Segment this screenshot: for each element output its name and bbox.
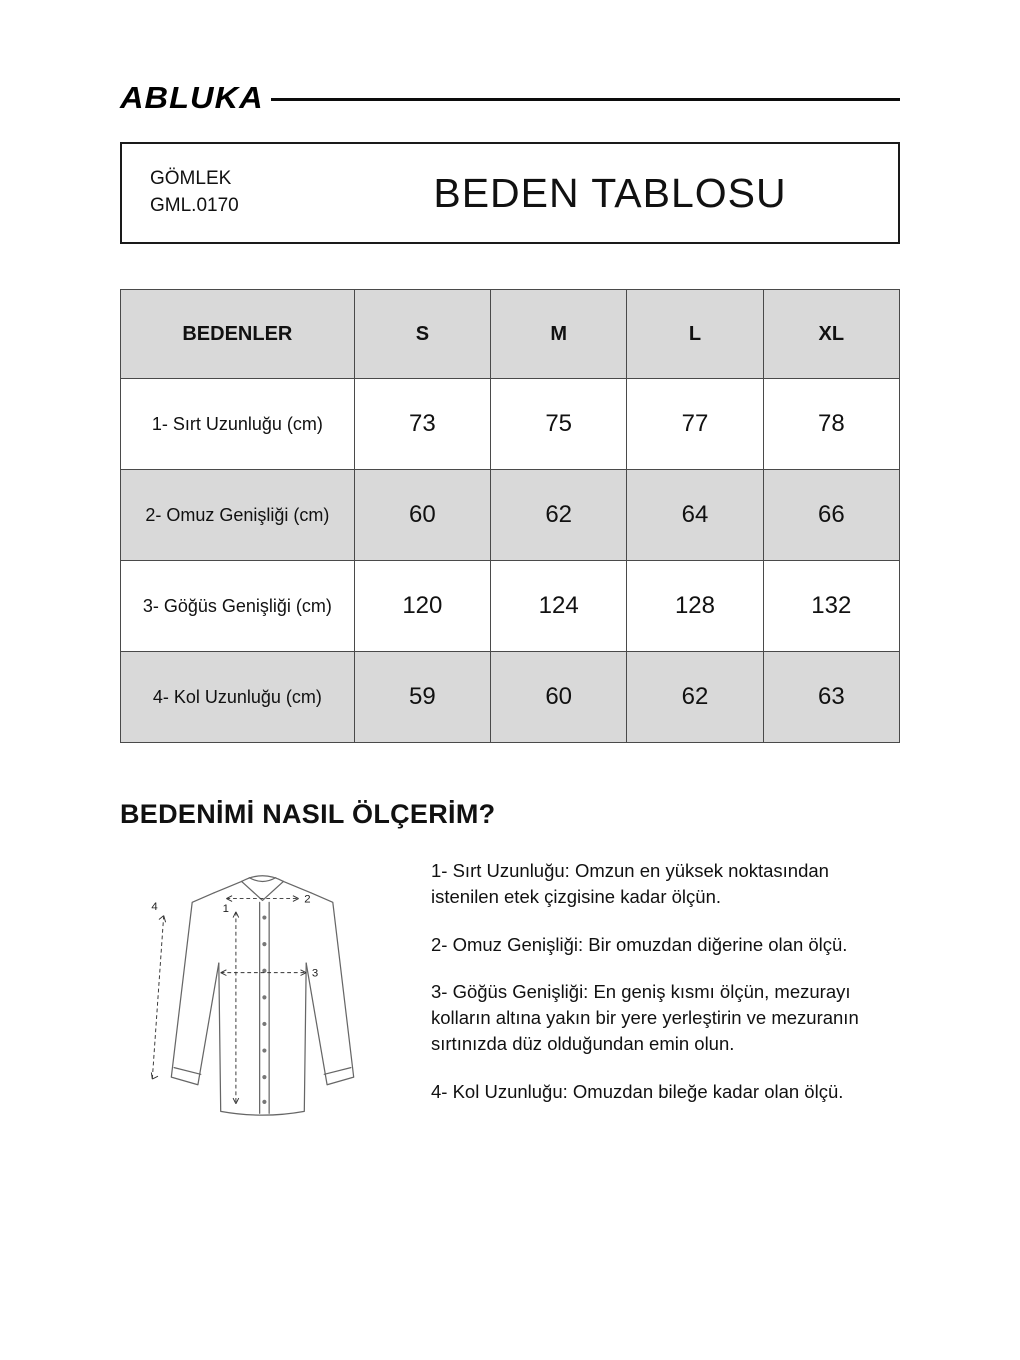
instruction-sleeve-length: 4- Kol Uzunluğu: Omuzdan bileğe kadar olan ölçü. [431, 1080, 844, 1102]
cell-value: 66 [763, 470, 899, 561]
diagram-label-2: 2 [304, 893, 311, 906]
diagram-label-3: 3 [311, 967, 319, 980]
diagram-label-4: 4 [151, 900, 158, 913]
title-box [120, 142, 900, 244]
col-header-s: S [354, 290, 490, 379]
instruction-chest-width: 3- Göğüs Genişliği: En geniş kısmı ölçün, mezurayı kolların altına yakın bir yere yerleştirin ve mezuranın sırtınızda düz olduğundan emin olun. [431, 980, 859, 1055]
how-to-section [120, 854, 900, 1159]
cell-value: 59 [354, 652, 490, 743]
instructions [431, 854, 900, 1159]
table-row [121, 470, 900, 561]
diagram-label-1: 1 [222, 902, 229, 915]
brand-logo: ABLUKA [120, 80, 264, 115]
brand-header [120, 80, 900, 116]
col-header-xl: XL [763, 290, 899, 379]
cell-value: 73 [354, 379, 490, 470]
product-info [150, 166, 350, 219]
cell-value: 60 [491, 652, 627, 743]
row-label: 3- Göğüs Genişliği (cm) [121, 561, 355, 652]
cell-value: 77 [627, 379, 763, 470]
col-header-l: L [627, 290, 763, 379]
row-label: 1- Sırt Uzunluğu (cm) [121, 379, 355, 470]
shirt-illustration [120, 854, 405, 1154]
table-header-row [121, 290, 900, 379]
instruction-back-length: 1- Sırt Uzunluğu: Omzun en yüksek noktasından istenilen etek çizgisine kadar ölçün. [431, 860, 829, 908]
shirt-diagram [120, 854, 405, 1159]
cell-value: 62 [627, 652, 763, 743]
product-name: GÖMLEK [150, 168, 232, 190]
cell-value: 120 [354, 561, 490, 652]
cell-value: 78 [763, 379, 899, 470]
logo-divider-line [271, 98, 900, 101]
instruction-shoulder-width: 2- Omuz Genişliği: Bir omuzdan diğerine olan ölçü. [431, 933, 848, 955]
size-table [120, 289, 900, 743]
row-label: 4- Kol Uzunluğu (cm) [121, 652, 355, 743]
col-header-m: M [491, 290, 627, 379]
cell-value: 128 [627, 561, 763, 652]
product-code: GML.0170 [150, 195, 239, 216]
cell-value: 62 [491, 470, 627, 561]
cell-value: 64 [627, 470, 763, 561]
table-row [121, 561, 900, 652]
cell-value: 132 [763, 561, 899, 652]
cell-value: 63 [763, 652, 899, 743]
col-header-sizes: BEDENLER [121, 290, 355, 379]
cell-value: 75 [491, 379, 627, 470]
page-title: BEDEN TABLOSU [433, 169, 787, 216]
cell-value: 60 [354, 470, 490, 561]
table-row [121, 379, 900, 470]
table-row [121, 652, 900, 743]
how-to-heading: BEDENİMİ NASIL ÖLÇERİM? [120, 799, 496, 829]
row-label: 2- Omuz Genişliği (cm) [121, 470, 355, 561]
cell-value: 124 [491, 561, 627, 652]
